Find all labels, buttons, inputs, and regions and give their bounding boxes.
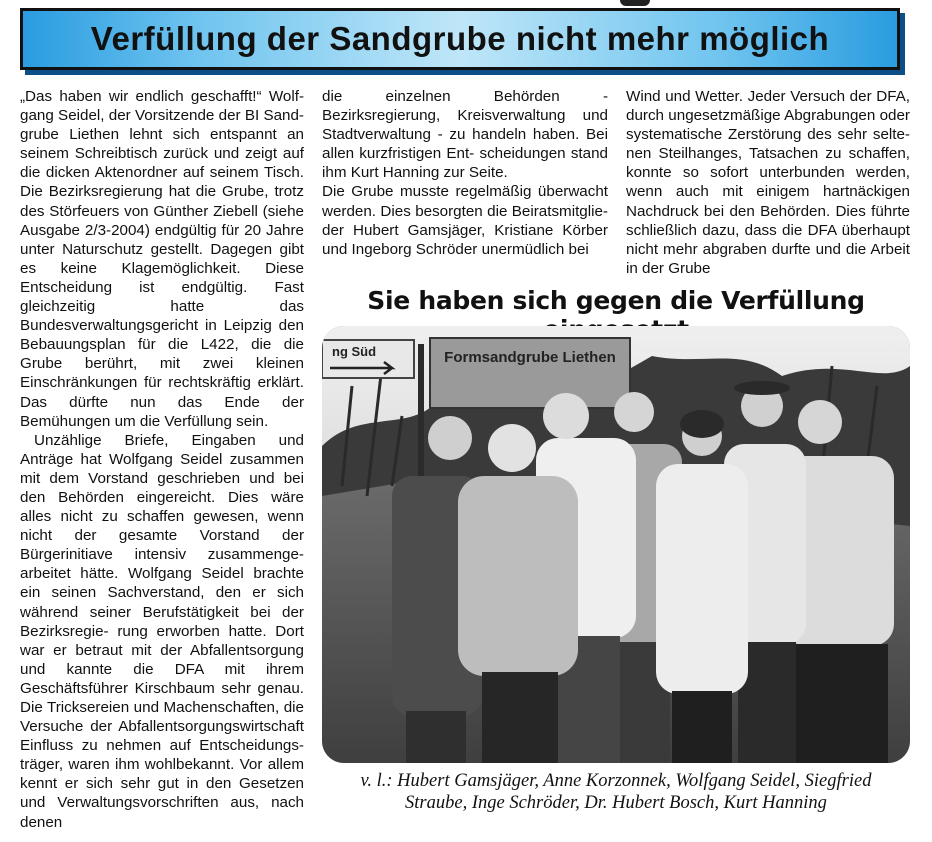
col2-paragraph-1 <box>322 87 608 182</box>
col3-paragraph-1 <box>626 87 910 278</box>
text-line: arbeitet hätte. Wolfgang Seidel brachte ein <box>20 565 304 602</box>
text-line: scheidungen stand ihm Kurt Hanning zur <box>322 145 608 182</box>
text-line: kennt er sich sehr gut in den Gesetzen und <box>20 775 304 812</box>
text-line: nen Steilhanges, Tatsachen zu schaffen, <box>626 145 910 163</box>
column-3 <box>626 87 910 278</box>
headline: Verfüllung der Sandgrube nicht mehr möglich <box>90 20 830 57</box>
text-line: „Das haben wir endlich geschafft!“ Wolf- <box>20 88 304 105</box>
text-line: Die Bezirksregierung hat die Grube, trotz <box>20 183 304 201</box>
text-line: der Hubert Gamsjäger, Kristiane Körber <box>322 221 608 239</box>
text-line: der Abfallentsorgung und kannte die DFA <box>20 641 304 678</box>
photo-subheadline: Sie haben sich gegen die Verfüllung <box>367 286 865 315</box>
col1-paragraph-1 <box>20 87 304 431</box>
text-line: Unzählige Briefe, Eingaben und Anträge <box>20 431 304 468</box>
text-line: und Ingeborg Schröder unermüdlich bei <box>322 240 589 258</box>
text-line: rechtskräftig erklärt. Das dürfte nun das Ende <box>20 374 304 411</box>
text-line: des Störfeuers von Günther Ziebell (siehe <box>20 202 304 220</box>
text-line: systematische Zerstörung des sehr selte- <box>626 126 910 144</box>
col2-paragraph-2 <box>322 182 608 258</box>
text-line: Wind und Wetter. Jeder Versuch der DFA, <box>626 88 910 105</box>
caption-line-2: Straube, Inge Schröder, Dr. Hubert Bosch, Kurt Hanning <box>405 793 827 813</box>
decorative-top-mark <box>620 0 650 6</box>
photo-caption <box>322 770 910 814</box>
text-line: mit ihrem Geschäftsführer Kirschbaum sehr <box>20 660 304 697</box>
text-line: der Bemühungen um die Verfüllung sein. <box>20 393 304 430</box>
text-line: abgraben durfte und die Arbeit in der Grube <box>626 240 910 277</box>
text-line: träger, waren ihm wohlbekannt. Vor allem <box>20 756 304 774</box>
text-line: berührt, mit zwei kleinen Einschränkungen für <box>20 355 304 392</box>
text-line: gang Seidel, der Vorsitzende der BI Sand- <box>20 107 304 125</box>
group-photo-illustration <box>322 326 910 763</box>
text-line: Ausgabe 2/3-2004) endgültig für 20 Jahre <box>20 221 304 239</box>
text-line: dazu, dass die DFA überhaupt nicht mehr <box>626 221 910 258</box>
text-line: konnte so sofort unterbunden werden, wenn <box>626 164 910 201</box>
text-line: hat Wolfgang Seidel zusammen mit dem <box>20 450 304 487</box>
column-2 <box>322 87 608 259</box>
text-line: gewesen, wenn nicht der gesamte Vorstand <box>20 508 304 545</box>
text-line: Bebauungsplan für die L422, die die Grube <box>20 336 304 373</box>
quarry-sign-text: Formsandgrube Liethen <box>444 349 616 366</box>
text-line: Einfluss zu nehmen auf Entscheidungs- <box>20 737 304 755</box>
text-line: unter Naturschutz gestellt. Dagegen gibt es <box>20 240 304 277</box>
text-line: durch ungesetzmäßige Abgrabungen oder <box>626 107 910 125</box>
text-line: seiner Berufstätigkeit bei der Bezirksregie- <box>20 603 304 640</box>
text-line: Bundesverwaltungsgericht in Leipzig den <box>20 317 304 335</box>
caption-line-1: v. l.: Hubert Gamsjäger, Anne Korzonnek, Wolfgang Seidel, Siegfried <box>360 771 872 791</box>
text-line: die dicken Aktenordner auf seinem Tisch. <box>20 164 304 182</box>
text-line: die einzelnen Behörden - Bezirksregierung, <box>322 88 608 125</box>
text-line: der Bürgerinitiave intensiv zusammenge- <box>20 527 304 564</box>
text-line: bei den Behörden. Dies führte schließlich <box>626 202 910 239</box>
text-line: Die Grube musste regelmäßig überwacht <box>322 183 608 201</box>
text-line: genau. Die Tricksereien und Machenschaften, <box>20 679 304 716</box>
text-line: seinen Sachverstand, den er sich während <box>20 584 304 621</box>
group-photo <box>322 326 910 763</box>
text-line: auch mit einigem hartnäckigen Nachdruck <box>626 183 910 220</box>
text-line: seinem Schreibtisch zurück und zeigt auf <box>20 145 304 163</box>
text-line: die Versuche der Abfallentsorgungswirtschaft <box>20 699 304 736</box>
col1-paragraph-2 <box>20 431 304 832</box>
text-line: Vorstand geschrieben und bei den Behörden <box>20 469 304 506</box>
text-line: Kreisverwaltung und Stadtverwaltung - zu <box>322 107 608 144</box>
text-line: rung erworben hatte. Dort war er betraut mit <box>20 622 304 659</box>
arrow-sign-text: ng Süd <box>332 344 377 359</box>
column-1 <box>20 87 304 832</box>
text-line: handeln haben. Bei allen kurzfristigen Ent- <box>322 126 608 163</box>
text-line: eingereicht. Dies wäre alles nicht zu schaffen <box>20 488 304 526</box>
headline-banner <box>20 8 900 70</box>
text-line: keine Klagemöglichkeit. Diese Entscheidung <box>20 259 304 296</box>
text-line: Verwaltungsvorschriften aus, nach denen <box>20 794 304 831</box>
text-line: werden. Dies besorgten die Beiratsmitglie- <box>322 202 608 220</box>
text-line: Seite. <box>468 164 508 182</box>
text-line: grube Liethen lehnt sich entspannt an <box>20 126 304 144</box>
text-line: ist endgültig. Fast gleichzeitig hatte das <box>20 278 304 316</box>
